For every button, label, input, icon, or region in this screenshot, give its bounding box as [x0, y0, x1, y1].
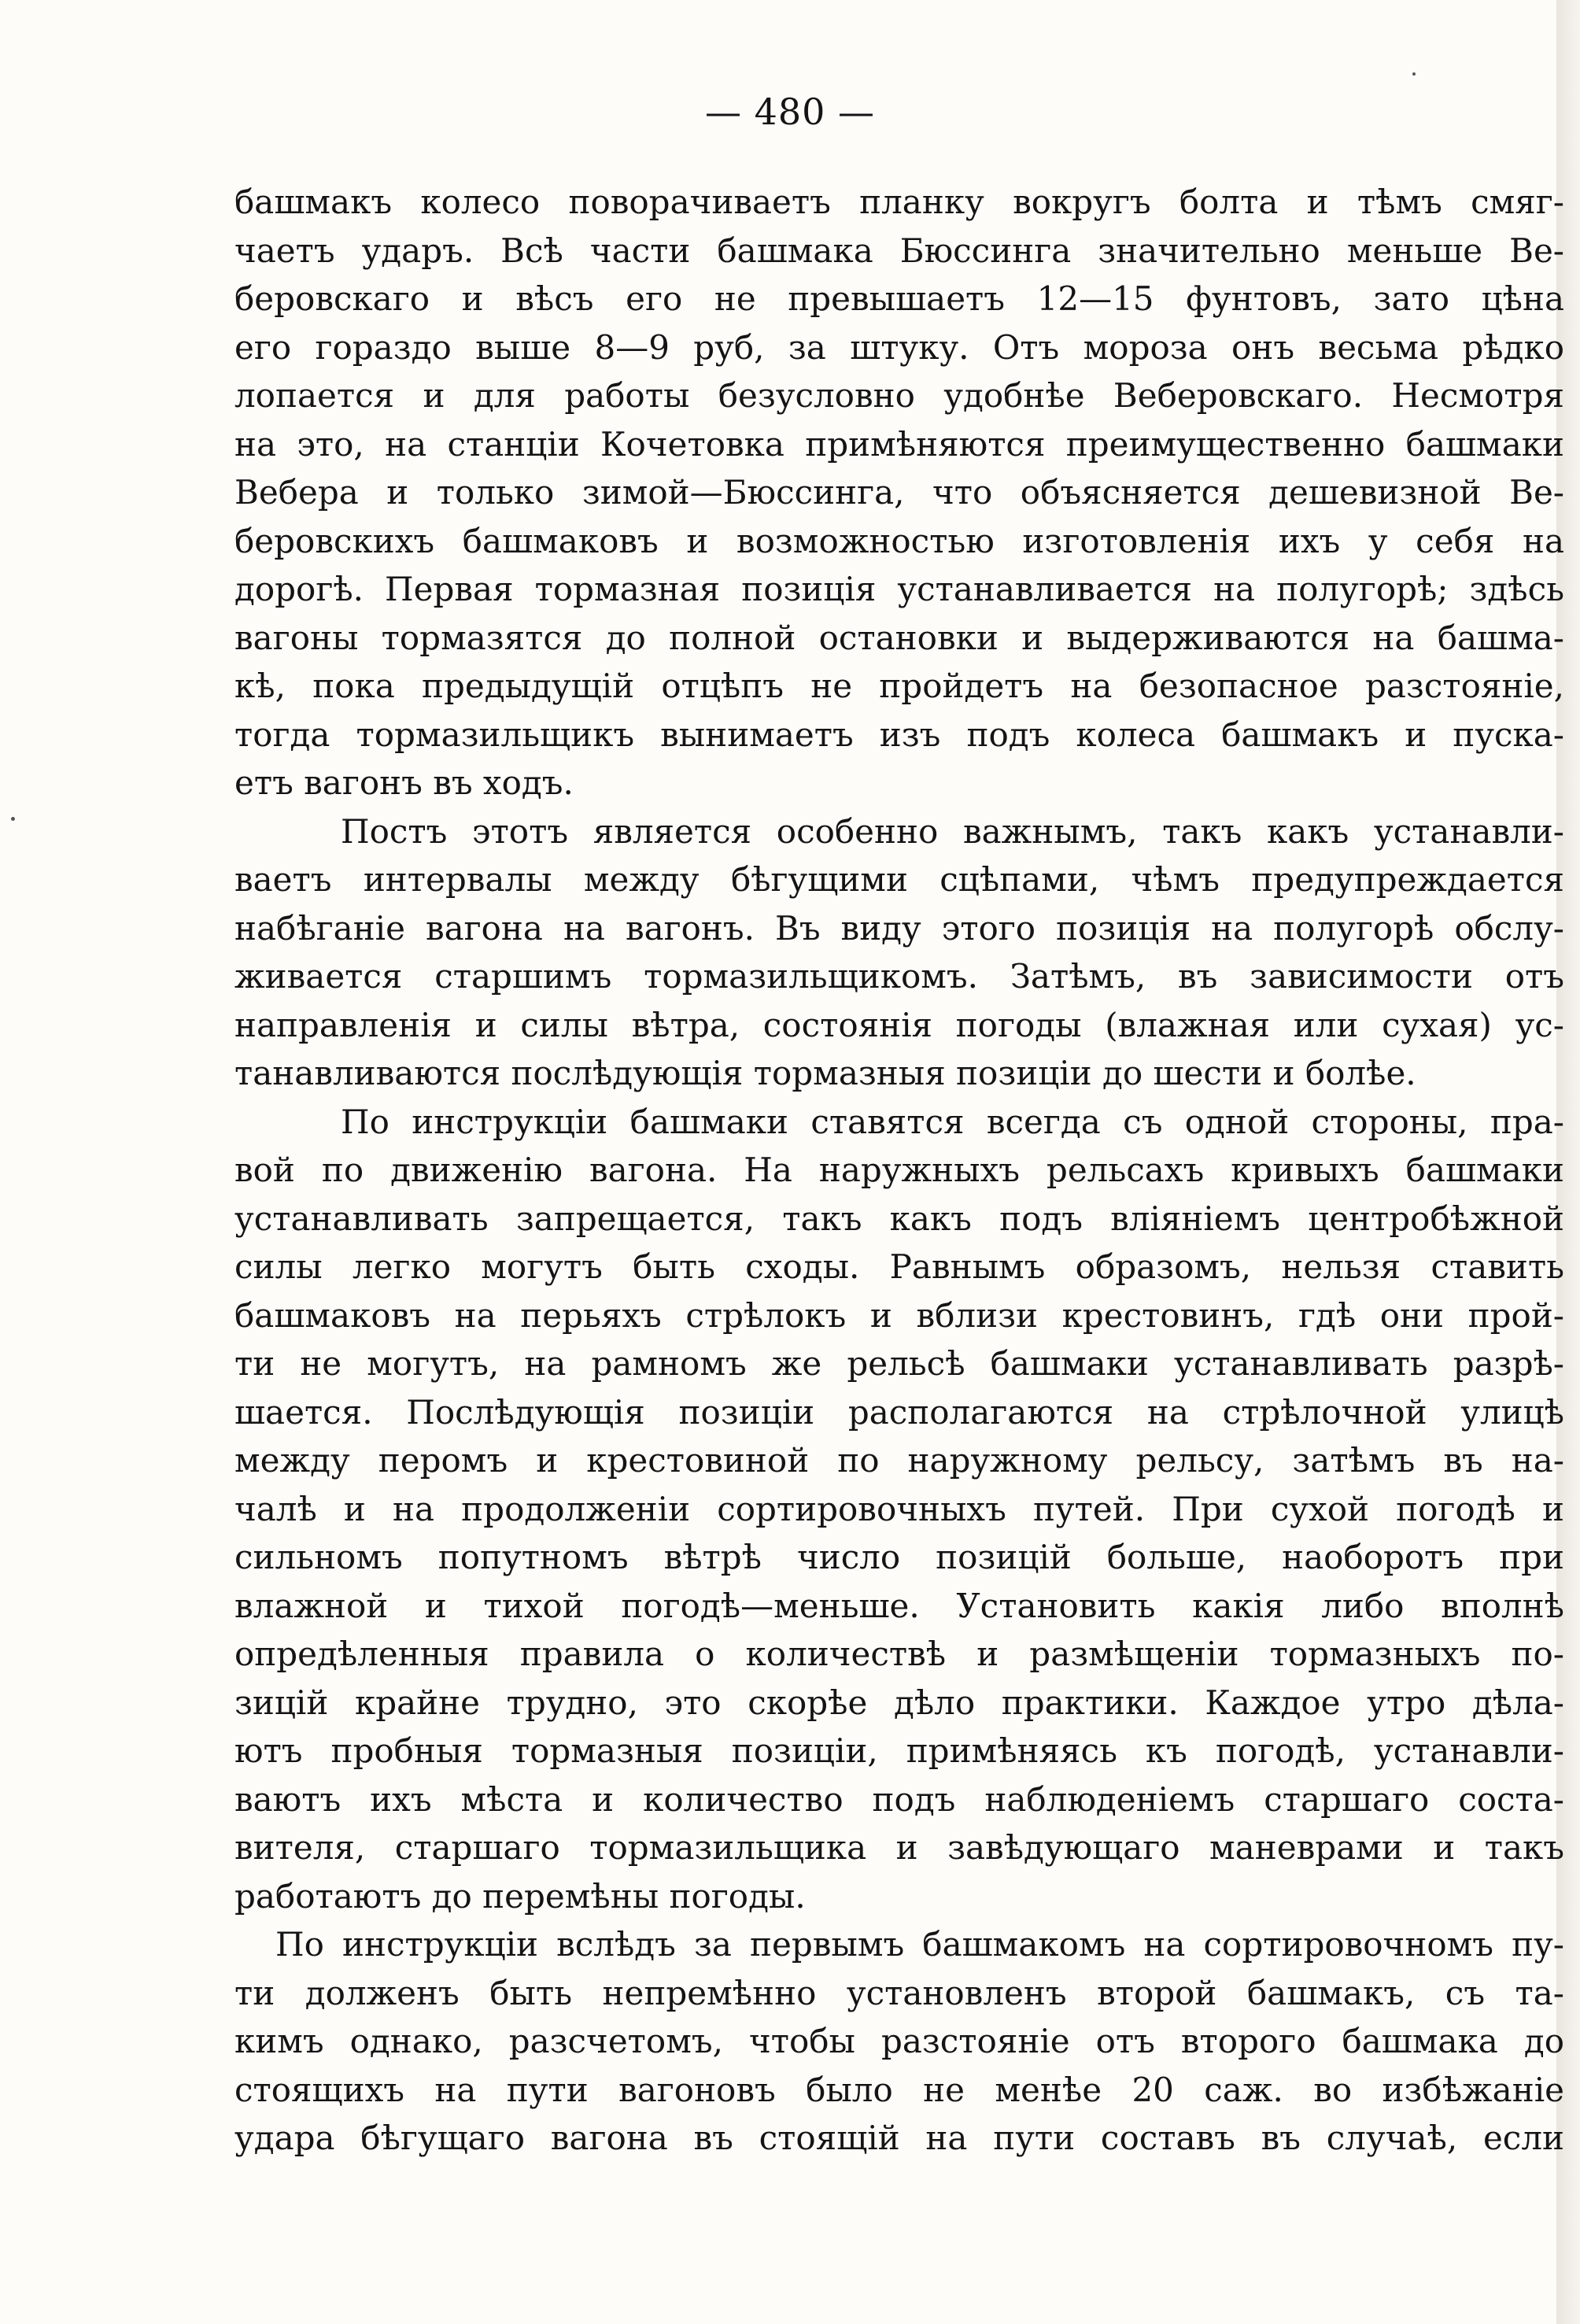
paragraph-first-line: По инструкціи вслѣдъ за первымъ башмакомъ на сортировочномъ пу-: [275, 1925, 1564, 1964]
text-line: работаютъ до перемѣны погоды.: [234, 1876, 806, 1916]
text-line: силы легко могутъ быть сходы. Равнымъ образомъ, нельзя ставить: [234, 1247, 1564, 1286]
text-line: башмаковъ на перьяхъ стрѣлокъ и вблизи крестовинъ, гдѣ они прой-: [234, 1295, 1564, 1335]
text-line: лопается и для работы безусловно удобнѣе Веберовскаго. Несмотря: [234, 376, 1564, 415]
text-line: его гораздо выше 8—9 руб, за штуку. Отъ мороза онъ весьма рѣдко: [234, 327, 1564, 367]
ink-speck: [1412, 72, 1416, 76]
text-line: опредѣленныя правила о количествѣ и размѣщеніи тормазныхъ по-: [234, 1635, 1564, 1673]
text-line: ти не могутъ, на рамномъ же рельсѣ башмаки устанавливать разрѣ-: [234, 1344, 1564, 1383]
paragraph-first-line: Постъ этотъ является особенно важнымъ, такъ какъ устанавли-: [341, 811, 1564, 851]
text-line: вагоны тормазятся до полной остановки и выдерживаются на башма-: [234, 618, 1564, 657]
text-line: вой по движенію вагона. На наружныхъ рельсахъ кривыхъ башмаки: [234, 1151, 1564, 1189]
text-line: чалѣ и на продолженіи сортировочныхъ путей. При сухой погодѣ и: [234, 1489, 1564, 1528]
text-line: чаетъ ударъ. Всѣ части башмака Бюссинга значительно меньше Ве-: [234, 231, 1564, 270]
text-line: тогда тормазильщикъ вынимаетъ изъ подъ колеса башмакъ и пуска-: [234, 715, 1564, 754]
text-line: влажной и тихой погодѣ—меньше. Установить какія либо вполнѣ: [234, 1586, 1564, 1625]
text-line: ваетъ интервалы между бѣгущими сцѣпами, чѣмъ предупреждается: [234, 860, 1564, 899]
text-line: беровскихъ башмаковъ и возможностью изготовленія ихъ у себя на: [234, 521, 1564, 560]
text-line: шается. Послѣдующія позиціи располагаются на стрѣлочной улицѣ: [234, 1392, 1564, 1432]
text-line: кимъ однако, разсчетомъ, чтобы разстояніе отъ второго башмака до: [234, 2022, 1564, 2060]
text-line: направленія и силы вѣтра, состоянія погоды (влажная или сухая) ус-: [234, 1005, 1564, 1044]
text-line: ваютъ ихъ мѣста и количество подъ наблюденіемъ старшаго соста-: [234, 1779, 1564, 1819]
text-line: беровскаго и вѣсъ его не превышаетъ 12—15 фунтовъ, зато цѣна: [234, 279, 1564, 318]
text-line: на это, на станціи Кочетовка примѣняются преимущественно башмаки: [234, 424, 1564, 464]
text-line: дорогѣ. Первая тормазная позиція устанавливается на полугорѣ; здѣсь: [234, 570, 1564, 608]
text-line: сильномъ попутномъ вѣтрѣ число позицій больше, наоборотъ при: [234, 1538, 1564, 1576]
text-line: вителя, старшаго тормазильщика и завѣдующаго маневрами и такъ: [234, 1828, 1564, 1867]
text-line: башмакъ колесо поворачиваетъ планку вокругъ болта и тѣмъ смяг-: [234, 183, 1564, 221]
paragraph-first-line: По инструкціи башмаки ставятся всегда съ одной стороны, пра-: [341, 1102, 1564, 1141]
text-line: зицій крайне трудно, это скорѣе дѣло практики. Каждое утро дѣла-: [234, 1683, 1564, 1722]
page-number: — 480 —: [704, 91, 876, 133]
text-line: живается старшимъ тормазильщикомъ. Затѣмъ, въ зависимости отъ: [234, 957, 1564, 996]
text-line: ютъ пробныя тормазныя позиціи, примѣняясь къ погодѣ, устанавли-: [234, 1731, 1564, 1770]
text-line: танавливаются послѣдующія тормазныя позиціи до шести и болѣе.: [234, 1054, 1416, 1092]
ink-speck: [11, 817, 15, 821]
text-line: етъ вагонъ въ ходъ.: [234, 763, 574, 802]
text-line: между перомъ и крестовиной по наружному рельсу, затѣмъ въ на-: [234, 1441, 1564, 1480]
text-line: кѣ, пока предыдущій отцѣпъ не пройдетъ на безопасное разстояніе,: [234, 667, 1564, 705]
text-line: удара бѣгущаго вагона въ стоящій на пути составъ въ случаѣ, если: [234, 2119, 1564, 2157]
body-text: [234, 178, 1564, 2163]
text-line: ти долженъ быть непремѣнно установленъ второй башмакъ, съ та-: [234, 1973, 1564, 2012]
text-line: стоящихъ на пути вагоновъ было не менѣе 20 саж. во избѣжаніе: [234, 2070, 1564, 2109]
text-line: Вебера и только зимой—Бюссинга, что объясняется дешевизной Ве-: [234, 473, 1564, 512]
text-line: набѣганіе вагона на вагонъ. Въ виду этого позиція на полугорѣ обслу-: [234, 908, 1564, 948]
text-line: устанавливать запрещается, такъ какъ подъ вліяніемъ центробѣжной: [234, 1199, 1564, 1238]
